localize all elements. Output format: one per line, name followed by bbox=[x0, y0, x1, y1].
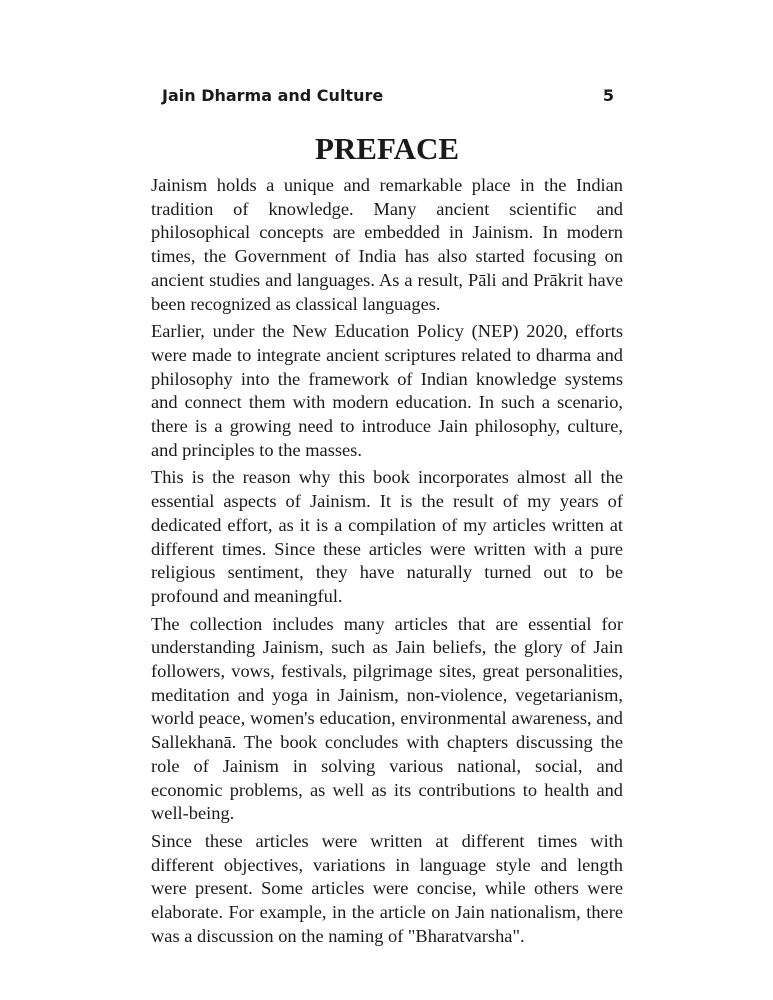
page-number: 5 bbox=[602, 86, 614, 105]
running-header bbox=[162, 83, 614, 109]
paragraph-1: Jainism holds a unique and remarkable place in the Indian tradition of knowledge. Many ancient scientific and philosophical concepts are embedded in Jainism. In modern times, the Government of India has also started focusing on ancient studies and languages. As a result, Pāli and Prākrit have been recognized as classical languages. bbox=[151, 175, 623, 314]
page-title: PREFACE bbox=[314, 131, 460, 166]
paragraph-4: The collection includes many articles that are essential for understanding Jainism, such as Jain beliefs, the glory of Jain followers, vows, festivals, pilgrimage sites, great personalities, meditation and yoga in Jainism, non-violence, vegetarianism, world peace, women's education, environmental awareness, and Sallekhanā. The book concludes with chapters discussing the role of Jainism in solving various national, social, and economic problems, as well as its contributions to health and well-being. bbox=[151, 613, 623, 824]
paragraph-3: This is the reason why this book incorporates almost all the essential aspects of Jainism. It is the result of my years of dedicated effort, as it is a compilation of my articles written at different times. Since these articles were written with a pure religious sentiment, they have naturally turned out to be profound and meaningful. bbox=[151, 467, 623, 606]
paragraph-5: Since these articles were written at different times with different objectives, variations in language style and length were present. Some articles were concise, while others were elaborate. For example, in the article on Jain nationalism, there was a discussion on the naming of "Bharatvarsha". bbox=[151, 830, 623, 946]
book-title: Jain Dharma and Culture bbox=[162, 86, 384, 105]
paragraph-2: Earlier, under the New Education Policy (NEP) 2020, efforts were made to integrate ancient scriptures related to dharma and philosophy into the framework of Indian knowledge systems and connect them with modern education. In such a scenario, there is a growing need to introduce Jain philosophy, culture, and principles to the masses. bbox=[151, 321, 623, 460]
preface-body bbox=[151, 174, 623, 953]
